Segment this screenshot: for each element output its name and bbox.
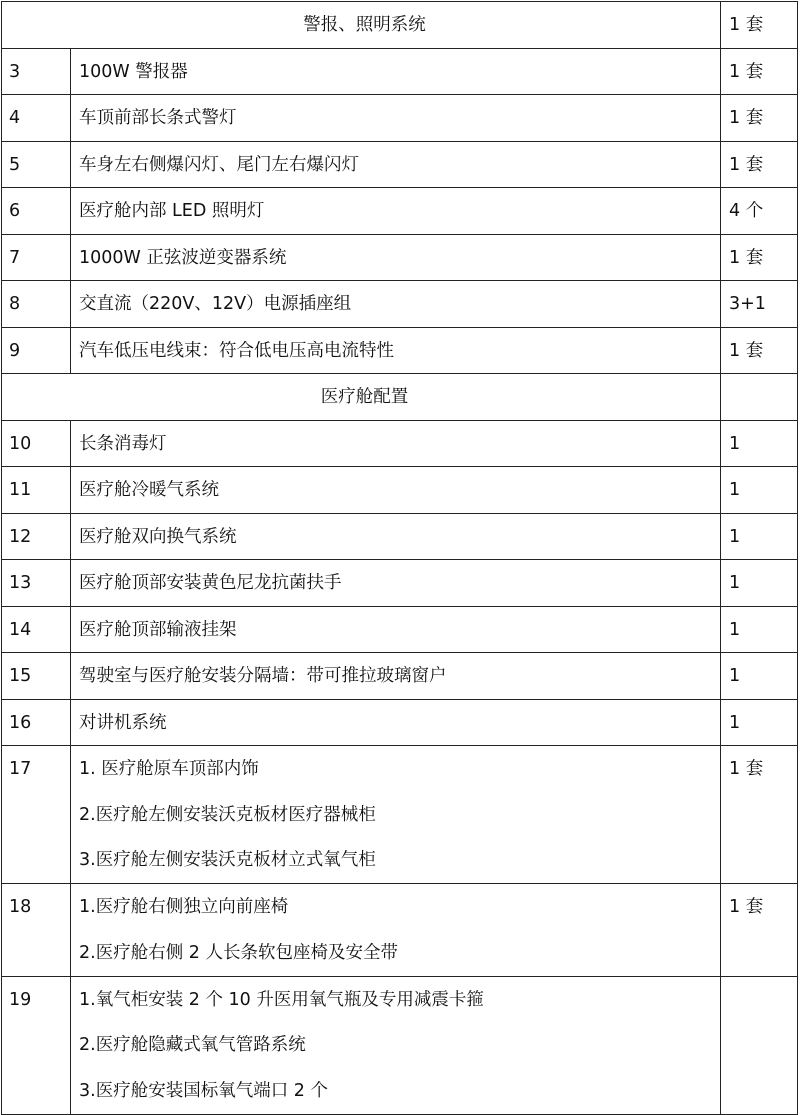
row-quantity-cell	[721, 95, 798, 142]
table-row	[2, 327, 798, 374]
row-number-cell	[2, 281, 71, 328]
row-description-line: 驾驶室与医疗舱安装分隔墙：带可推拉玻璃窗户	[79, 666, 447, 686]
row-quantity-cell	[721, 560, 798, 607]
row-description-line: 交直流（220V、12V）电源插座组	[79, 294, 352, 314]
row-description-cell	[71, 699, 721, 746]
row-number-cell	[2, 513, 71, 560]
row-quantity: 1	[729, 480, 741, 500]
row-quantity: 4 个	[729, 201, 764, 221]
row-quantity-cell	[721, 653, 798, 700]
table-row	[2, 884, 798, 977]
row-description-line: 医疗舱冷暖气系统	[79, 480, 219, 500]
row-description-cell	[71, 513, 721, 560]
table-row	[2, 234, 798, 281]
section-title: 警报、照明系统	[303, 15, 426, 35]
table-row	[2, 976, 798, 1114]
row-description-line: 长条消毒灯	[79, 433, 167, 454]
row-number-cell	[2, 653, 71, 700]
row-description-line: 1. 医疗舱原车顶部内饰	[79, 759, 259, 779]
row-number-cell	[2, 95, 71, 142]
row-description-line: 医疗舱顶部输液挂架	[79, 619, 237, 640]
row-quantity-cell	[721, 327, 798, 374]
row-description-cell	[71, 746, 721, 884]
equipment-spec-table	[1, 1, 798, 1115]
row-description-line: 2.医疗舱隐藏式氧气管路系统	[79, 1035, 306, 1055]
row-quantity-cell	[721, 976, 798, 1114]
row-quantity: 1	[729, 666, 741, 686]
row-number: 12	[9, 526, 32, 547]
section-qty-cell	[721, 374, 798, 421]
row-quantity: 1 套	[729, 340, 764, 361]
row-number: 10	[9, 433, 32, 454]
row-quantity-cell	[721, 48, 798, 95]
row-description-line: 医疗舱双向换气系统	[79, 526, 237, 547]
row-number: 17	[9, 759, 32, 779]
row-number-cell	[2, 746, 71, 884]
row-quantity: 3+1	[729, 294, 766, 314]
row-description-line: 1.医疗舱右侧独立向前座椅	[79, 897, 289, 917]
row-quantity-cell	[721, 699, 798, 746]
row-quantity: 1	[729, 526, 741, 547]
row-number: 7	[9, 247, 21, 268]
section-header-row	[2, 2, 798, 49]
row-number-cell	[2, 606, 71, 653]
row-description-line: 100W 警报器	[79, 61, 188, 82]
row-quantity-cell	[721, 420, 798, 467]
row-number-cell	[2, 467, 71, 514]
table-row	[2, 95, 798, 142]
table-body	[2, 2, 798, 1115]
row-quantity: 1 套	[729, 61, 764, 82]
row-quantity: 1	[729, 712, 741, 733]
table-row	[2, 141, 798, 188]
row-number-cell	[2, 188, 71, 235]
row-quantity-cell	[721, 884, 798, 977]
table-row	[2, 48, 798, 95]
row-description-cell	[71, 884, 721, 977]
row-number-cell	[2, 976, 71, 1114]
row-quantity: 1	[729, 573, 741, 593]
table-row	[2, 606, 798, 653]
row-description-cell	[71, 560, 721, 607]
row-number: 14	[9, 619, 32, 640]
row-number: 19	[9, 989, 32, 1010]
row-description-cell	[71, 141, 721, 188]
table-row	[2, 188, 798, 235]
row-number-cell	[2, 48, 71, 95]
row-number: 16	[9, 712, 32, 733]
row-description-cell	[71, 327, 721, 374]
section-title: 医疗舱配置	[320, 387, 409, 407]
row-description-line: 1000W 正弦波逆变器系统	[79, 247, 287, 268]
row-number: 6	[9, 201, 21, 221]
row-description-line: 汽车低压电线束：符合低电压高电流特性	[79, 340, 394, 361]
row-description-cell	[71, 281, 721, 328]
row-number: 4	[9, 108, 21, 128]
row-number: 13	[9, 573, 32, 593]
row-description-line: 2.医疗舱左侧安装沃克板材医疗器械柜	[79, 804, 376, 825]
row-description-line: 对讲机系统	[79, 712, 167, 733]
table-row	[2, 653, 798, 700]
row-quantity: 1 套	[729, 897, 764, 917]
row-description-line: 车身左右侧爆闪灯、尾门左右爆闪灯	[79, 154, 359, 175]
row-description-cell	[71, 48, 721, 95]
row-quantity: 1 套	[729, 108, 764, 128]
section-title-cell	[2, 374, 721, 421]
row-quantity: 1 套	[729, 247, 764, 268]
section-qty: 1 套	[729, 15, 764, 35]
row-number-cell	[2, 699, 71, 746]
row-quantity-cell	[721, 234, 798, 281]
row-description-line: 医疗舱内部 LED 照明灯	[79, 201, 265, 221]
row-description-cell	[71, 976, 721, 1114]
row-description-cell	[71, 234, 721, 281]
row-number-cell	[2, 327, 71, 374]
section-header-row	[2, 374, 798, 421]
row-description-line: 3.医疗舱左侧安装沃克板材立式氧气柜	[79, 850, 376, 870]
row-quantity: 1 套	[729, 759, 764, 779]
row-quantity: 1	[729, 619, 741, 640]
row-number: 9	[9, 340, 21, 361]
table-row	[2, 467, 798, 514]
row-number-cell	[2, 234, 71, 281]
row-description-line: 3.医疗舱安装国标氧气端口 2 个	[79, 1080, 328, 1101]
row-quantity-cell	[721, 281, 798, 328]
row-number: 3	[9, 61, 21, 82]
row-quantity: 1	[729, 433, 741, 454]
table-row	[2, 746, 798, 884]
section-qty	[721, 374, 797, 386]
table-row	[2, 560, 798, 607]
row-description-line: 1.氧气柜安装 2 个 10 升医用氧气瓶及专用减震卡箍	[79, 989, 484, 1010]
row-quantity: 1 套	[729, 154, 764, 175]
table-row	[2, 513, 798, 560]
row-description-cell	[71, 95, 721, 142]
row-number: 8	[9, 294, 21, 314]
table-row	[2, 281, 798, 328]
row-number: 5	[9, 154, 21, 175]
row-quantity-cell	[721, 606, 798, 653]
row-description-cell	[71, 467, 721, 514]
table-row	[2, 420, 798, 467]
row-number: 15	[9, 666, 32, 686]
table-row	[2, 699, 798, 746]
row-number: 18	[9, 897, 32, 917]
row-quantity-cell	[721, 746, 798, 884]
row-quantity-cell	[721, 513, 798, 560]
row-number-cell	[2, 141, 71, 188]
row-description-cell	[71, 188, 721, 235]
row-description-cell	[71, 606, 721, 653]
row-description-line: 医疗舱顶部安装黄色尼龙抗菌扶手	[79, 573, 342, 593]
row-quantity-cell	[721, 467, 798, 514]
row-number-cell	[2, 560, 71, 607]
row-description-cell	[71, 420, 721, 467]
row-description-line: 2.医疗舱右侧 2 人长条软包座椅及安全带	[79, 942, 398, 963]
row-description-cell	[71, 653, 721, 700]
row-quantity	[721, 977, 797, 989]
row-number-cell	[2, 420, 71, 467]
row-number: 11	[9, 480, 32, 500]
section-qty-cell	[721, 2, 798, 49]
section-title-cell	[2, 2, 721, 49]
row-quantity-cell	[721, 141, 798, 188]
row-quantity-cell	[721, 188, 798, 235]
row-description-line: 车顶前部长条式警灯	[79, 108, 237, 128]
row-number-cell	[2, 884, 71, 977]
